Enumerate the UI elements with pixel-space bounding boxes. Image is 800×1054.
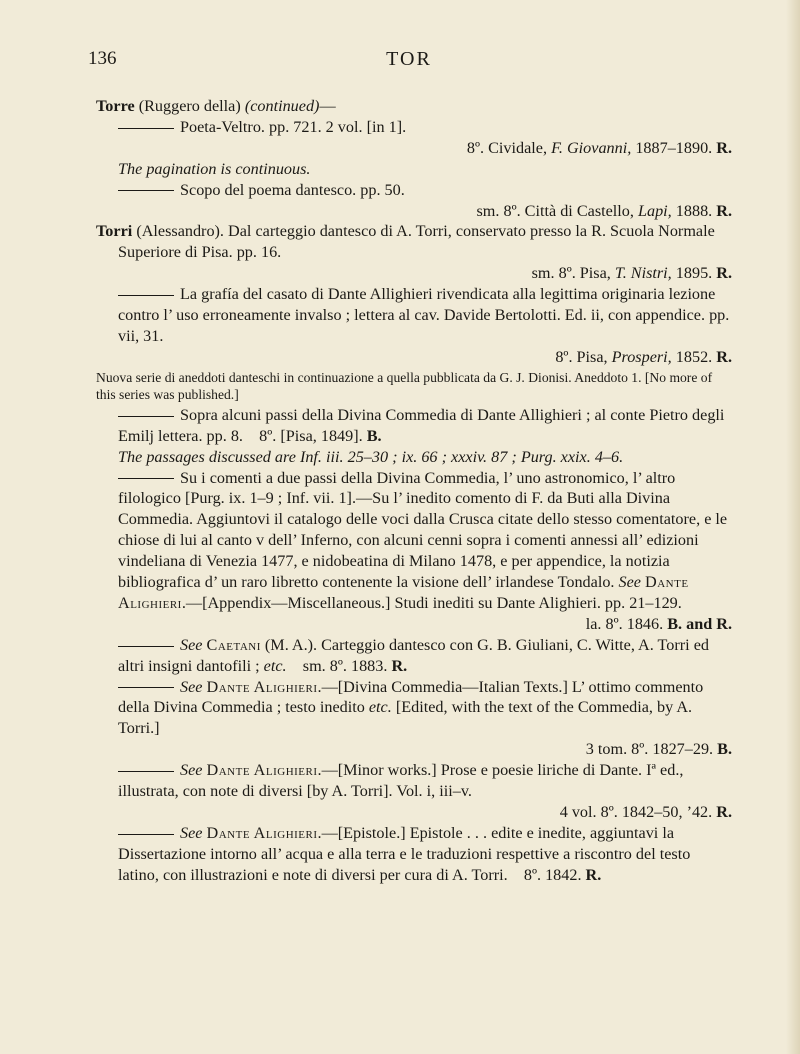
imprint xyxy=(96,263,732,284)
text-span: 1895. xyxy=(671,264,717,283)
location-mark: B. xyxy=(366,426,382,445)
imprint xyxy=(96,802,732,823)
imprint xyxy=(96,614,732,635)
location-mark: R. xyxy=(391,656,408,675)
imprint xyxy=(96,201,732,222)
text-span: 8º. Cividale, xyxy=(466,138,552,157)
location-mark: B. xyxy=(717,740,732,759)
text-span: The passages discussed are Inf. iii. 25–30 ; ix. 66 ; xxxiv. 87 ; Purg. xxix. 4–6. xyxy=(118,447,624,466)
text-span: See xyxy=(180,677,203,696)
sub-entry xyxy=(96,284,732,347)
text-span: Dante Alighieri xyxy=(206,823,318,842)
text-span: See xyxy=(618,573,641,592)
location-mark: R. xyxy=(716,201,732,220)
ditto-dash xyxy=(118,771,174,772)
location-mark: R. xyxy=(716,138,732,157)
note xyxy=(96,159,732,180)
text-span: (Ruggero della) xyxy=(134,97,245,115)
text-span: 8º. [Pisa, 1849]. xyxy=(259,426,363,445)
location-mark: R. xyxy=(716,614,732,633)
location-mark: R. xyxy=(716,347,732,366)
text-span: 8º. Pisa, xyxy=(555,347,612,366)
text-span: .—[Minor works.] Prose e poesie liriche di Dante. Iª ed., illustrata, con note di diversi [by A. Torri]. Vol. i, iii–v. xyxy=(118,761,684,801)
small-note: Nuova serie di aneddoti danteschi in continuazione a quella pubblicata da G. J. Dionisi. Aneddoto 1. [No more of this series was published.] xyxy=(96,369,713,402)
cross-reference xyxy=(96,823,732,886)
imprint xyxy=(96,347,732,368)
location-mark: R. xyxy=(585,865,602,884)
text-span: .—[Appendix—Miscellaneous.] Studi inediti su Dante Alighieri. pp. 21–129. xyxy=(181,593,682,612)
text-span: T. Nistri, xyxy=(614,264,672,283)
page-edge-shadow xyxy=(786,0,800,1054)
text-span: See xyxy=(180,635,203,654)
running-head: TOR xyxy=(386,48,432,70)
text-span: Dante Alighieri xyxy=(206,761,318,780)
text-span: .—[Epistole.] Epistole . . . edite e inedite, aggiuntavi la Dissertazione intorno all’ acqua e alla terra e le traduzioni respettive a riscontro del testo latino, con illustrazioni e note di diversi per cura di A. Torri. xyxy=(118,823,691,884)
text-span: sm. 8º. 1883. xyxy=(302,656,388,675)
text-span: [Edited, with the text of the Commedia, by A. Torri.] xyxy=(118,698,693,738)
heading-name: Torre xyxy=(96,97,135,115)
text-span: Dante Alighieri xyxy=(118,573,689,612)
text-span: La grafía del casato di Dante Allighieri rivendicata alla legittima originaria lezione contro l’ uso erroneamente invalso ; lettera al cav. Davide Bertolotti. Ed. ii, con appendice. pp. vii, 31. xyxy=(118,285,730,345)
text-span: Sopra alcuni passi della Divina Commedia di Dante Allighieri ; al conte Pietro degli Emilj lettera. pp. 8. xyxy=(118,405,725,445)
text-span: 1887–1890. xyxy=(631,138,717,157)
text-span: See xyxy=(180,761,203,780)
text-span: etc. xyxy=(263,656,287,675)
text-span: 4 vol. 8º. 1842–50, ’42. xyxy=(559,803,717,821)
location-mark: R. xyxy=(716,803,732,821)
text-span: etc. xyxy=(368,698,392,717)
sub-entry xyxy=(96,405,732,447)
page-header xyxy=(88,48,730,76)
ditto-dash xyxy=(118,687,174,688)
ditto-dash xyxy=(118,295,174,296)
text-span: Prosperi, xyxy=(611,347,672,366)
text-span: Lapi, xyxy=(637,201,672,220)
text-span: sm. 8º. Pisa, xyxy=(531,264,615,283)
cross-reference xyxy=(96,760,732,802)
cross-reference xyxy=(96,677,732,740)
text-span: Su i comenti a due passi della Divina Commedia, l’ uno astronomico, l’ altro filologico [Purg. ix. 1–9 ; Inf. vii. 1].—Su l’ inedito comento di F. da Buti alla Divina Commedia. Aggiuntovi il catalogo delle voci dalla Crusca citate dello stesso comentatore, e le chiose di lui al canto v dell’ Inferno, con alcuni cenni sopra i comenti annessi all’ edizioni vindeliana di Venezia 1477, e nidobeatina di Milano 1478, e per appendice, la notizia bibliografica d’ un raro libretto contenente la visione dell’ irlandese Tondalo. xyxy=(118,468,728,592)
imprint xyxy=(96,739,732,760)
text-span: 1888. xyxy=(671,201,717,220)
text-span: .—[Divina Commedia—Italian Texts.] L’ ottimo commento della Divina Commedia ; testo inedito xyxy=(118,677,704,717)
text-span: sm. 8º. Città di Castello, xyxy=(476,201,638,220)
text-span: Scopo del poema dantesco. pp. 50. xyxy=(180,180,405,199)
text-span: la. 8º. 1846. xyxy=(585,614,668,633)
page-number: 136 xyxy=(88,48,117,69)
heading-entry-torre xyxy=(96,96,732,117)
text-span: 3 tom. 8º. 1827–29. xyxy=(585,740,718,759)
text-span: 8º. 1842. xyxy=(523,865,582,884)
text-span: See xyxy=(180,823,203,842)
text-span: — xyxy=(319,97,336,115)
text-span: 1852. xyxy=(671,347,717,366)
ditto-dash xyxy=(118,646,174,647)
note xyxy=(96,447,732,468)
heading-name: Torri xyxy=(96,222,133,241)
location-mark: R. xyxy=(716,264,732,283)
catalogue-body xyxy=(96,96,732,886)
sub-entry xyxy=(96,117,732,138)
cross-reference xyxy=(96,635,732,677)
ditto-dash xyxy=(118,478,174,479)
text-span: The pagination is continuous. xyxy=(118,159,311,178)
imprint xyxy=(96,138,732,159)
sub-entry xyxy=(96,468,732,614)
text-span: Dante Alighieri xyxy=(206,677,318,696)
text-span: (Alessandro). Dal carteggio dantesco di A. Torri, conservato presso la R. Scuola Normale Superiore di Pisa. pp. 16. xyxy=(118,222,715,262)
ditto-dash xyxy=(118,128,174,129)
sub-entry xyxy=(96,180,732,201)
heading-entry-torri xyxy=(96,221,732,263)
text-span: F. Giovanni, xyxy=(551,138,632,157)
text-span: B. and xyxy=(667,614,717,633)
text-span: Poeta-Veltro. pp. 721. 2 vol. [in 1]. xyxy=(180,117,407,136)
text-span: Caetani xyxy=(206,635,261,654)
text-span: (continued) xyxy=(244,97,320,115)
ditto-dash xyxy=(118,190,174,191)
ditto-dash xyxy=(118,834,174,835)
text-span: (M. A.). Carteggio dantesco con G. B. Giuliani, C. Witte, A. Torri ed altri insigni dantofili ; xyxy=(118,635,709,675)
ditto-dash xyxy=(118,416,174,417)
